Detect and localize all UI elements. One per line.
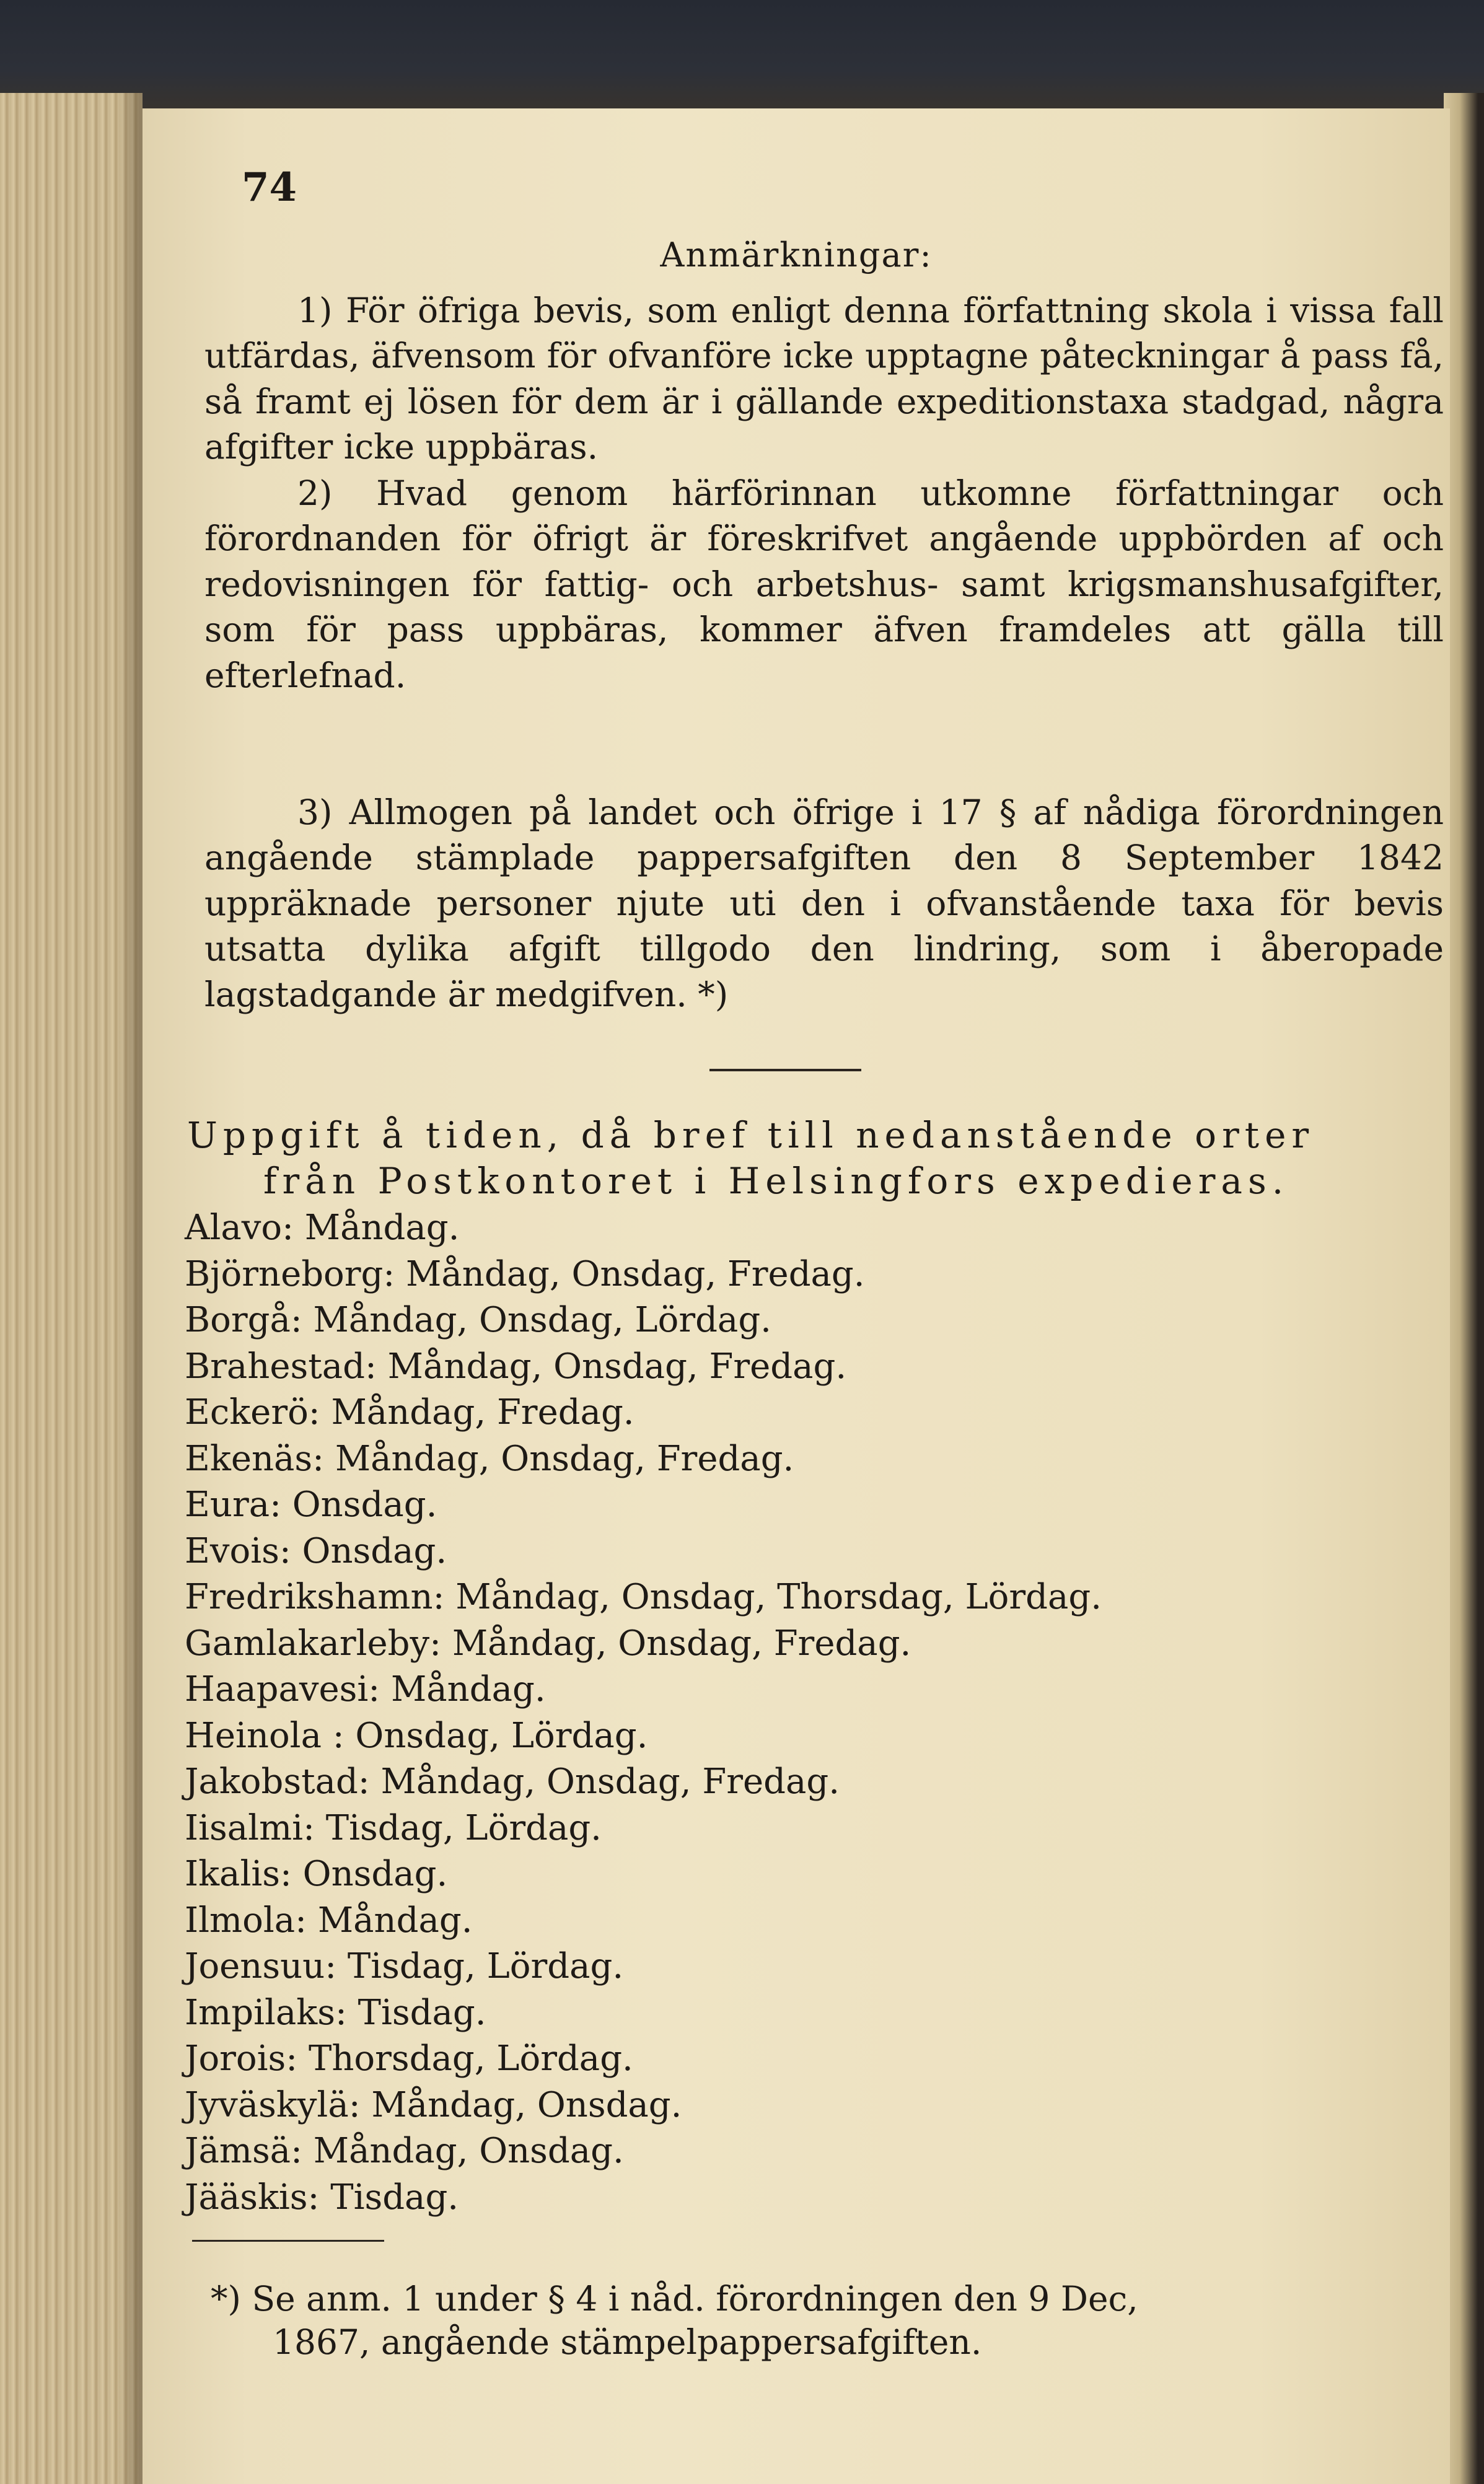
town-entry: Gamlakarleby: Måndag, Onsdag, Fredag. (185, 1623, 911, 1664)
note-3: 3) Allmogen på landet och öfrige i 17 § af nådiga förordningen angående stämplade pappersafgiften den 8 September 1842 uppräknade personer njute uti den i ofvanstående taxa för bevis utsatta dylika afgift tillgodo den lindring, som i åberopade lagstadgande är medgifven. *) (204, 792, 1444, 1014)
town-entry: Jyväskylä: Måndag, Onsdag. (185, 2084, 682, 2125)
footnote-line-1: *) Se anm. 1 under § 4 i nåd. förordningen den 9 Dec, (211, 2279, 1138, 2319)
note-1: 1) För öfriga bevis, som enligt denna författning skola i vissa fall utfärdas, äfvensom för ofvanföre icke upptagne påteckningar å pass få, så framt ej lösen för dem är i gällande expeditionstaxa stadgad, några afgifter icke uppbäras. (204, 291, 1444, 467)
footnote-divider (192, 2240, 384, 2242)
town-entry: Fredrikshamn: Måndag, Onsdag, Thorsdag, Lördag. (185, 1577, 1102, 1617)
town-entry: Björneborg: Måndag, Onsdag, Fredag. (185, 1253, 865, 1294)
book-background-top (0, 0, 1484, 118)
town-entry: Impilaks: Tisdag. (185, 1992, 486, 2033)
town-entry: Eckerö: Måndag, Fredag. (185, 1392, 634, 1433)
mail-schedule-title (187, 1112, 1445, 1204)
mail-schedule-title-line-1: Uppgift å tiden, då bref till nedanstående orter (187, 1114, 1315, 1156)
page-number: 74 (242, 164, 297, 211)
town-entry: Ikalis: Onsdag. (185, 1854, 448, 1894)
town-entry: Heinola : Onsdag, Lördag. (185, 1715, 648, 1756)
footnote-line-2: 1867, angående stämpelpappersafgiften. (273, 2322, 982, 2362)
town-entry: Ekenäs: Måndag, Onsdag, Fredag. (185, 1438, 794, 1479)
book-page-edges (0, 93, 143, 2484)
footnote (211, 2277, 1425, 2364)
town-entry: Jakobstad: Måndag, Onsdag, Fredag. (185, 1762, 840, 1802)
town-entry: Evois: Onsdag. (185, 1530, 447, 1571)
section-divider (709, 1069, 861, 1071)
town-schedule-list (185, 1205, 1102, 2221)
town-entry: Ilmola: Måndag. (185, 1900, 473, 1941)
town-entry: Joensuu: Tisdag, Lördag. (185, 1946, 624, 1986)
mail-schedule-title-line-2: från Postkontoret i Helsingfors expedieras. (263, 1160, 1289, 1202)
town-entry: Brahestad: Måndag, Onsdag, Fredag. (185, 1346, 847, 1387)
town-entry: Eura: Onsdag. (185, 1485, 437, 1525)
town-entry: Alavo: Måndag. (185, 1208, 460, 1248)
notes-heading: Anmärkningar: (660, 235, 933, 274)
note-2: 2) Hvad genom härförinnan utkomne författningar och förordnanden för öfrigt är föreskrifvet angående uppbörden af och redovisningen för fattig- och arbetshus- samt krigsmanshusafgifter, som för pass uppbäras, kommer äfven framdeles att gälla till efterlefnad. (204, 473, 1444, 695)
town-entry: Haapavesi: Måndag. (185, 1669, 546, 1709)
town-entry: Borgå: Måndag, Onsdag, Lördag. (185, 1300, 771, 1340)
town-entry: Jääskis: Tisdag. (185, 2177, 459, 2218)
town-entry: Jorois: Thorsdag, Lördag. (185, 2039, 633, 2079)
book-page (143, 108, 1450, 2484)
town-entry: Jämsä: Måndag, Onsdag. (185, 2131, 624, 2171)
town-entry: Iisalmi: Tisdag, Lördag. (185, 1807, 602, 1848)
